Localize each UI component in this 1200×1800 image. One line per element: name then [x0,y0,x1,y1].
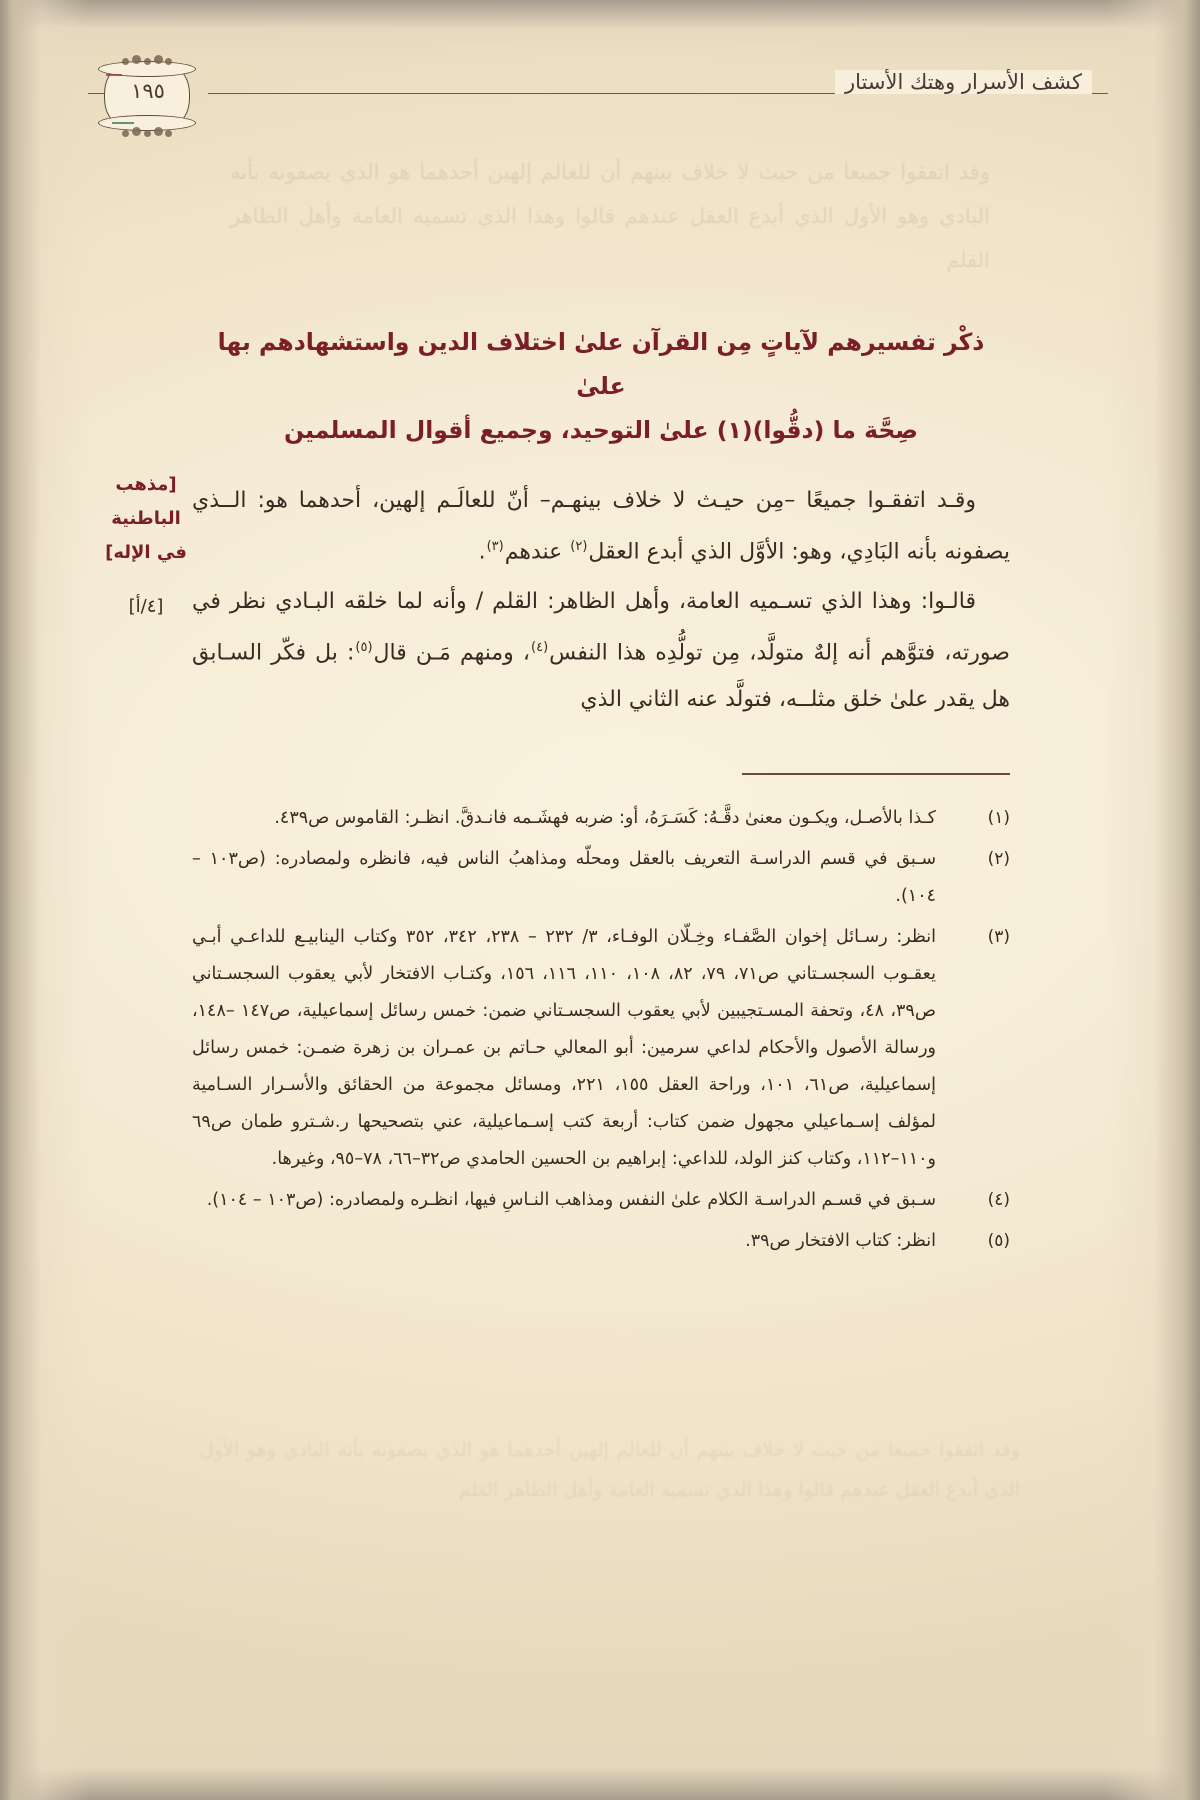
paragraph-1-text-c: عندهم [504,539,563,565]
margin-note-madhhab: [مذهب الباطنية في الإله] [105,474,187,563]
footnote-ref-4[interactable]: (٤) [531,640,549,656]
paragraph-2-text-b: البـادي نظر في صورته، فتوَّهم أنه إلهٌ متولَّد، مِن تولُّدِه هذا النفس [192,589,1010,666]
section-heading-line-1: ذكْر تفسيرهم لآياتٍ مِن القرآن علىٰ اختلاف الدين واستشهادهم بها علىٰ [217,328,985,400]
page-number: ١٩٥ [131,79,165,103]
footnote-number: (٤) [987,1190,1010,1210]
footnote-number: (٥) [987,1231,1010,1251]
footnote-text: سـبق في قسم الدراسـة التعريف بالعقل ومحلّه ومذاهبُ الناس فيه، فانظره ولمصادره: (ص١٠٣ – ١٠٤). [192,849,936,906]
footnote-item [192,1223,1010,1260]
paragraph-1-text-b: أحدهما هو: الــذي يصفونه بأنه البَادِي، وهو: الأوَّل الذي أبدع العقل [192,488,1010,565]
cartouche-red-tick [106,74,122,76]
section-heading [192,320,1010,452]
paragraph-1-period: . [478,539,486,565]
ornament-top-icon [120,54,172,70]
footnote-text: انظر: رسـائل إخوان الصَّفـاء وخِـلّان الوفـاء، ٣/ ٢٣٢ – ٢٣٨، ٣٤٢، ٣٥٢ وكتاب الينابيـع للداعـي أبـي يعقـوب السجسـتاني ص٧١، ٧٩، ٨٢، ١٠٨، ١١٠، ١١٦، ١٥٦، وكتـاب الافتخار لأبي يعقوب السجسـتاني ص٣٩، ٤٨، وتحفة المسـتجيبين لأبي يعقوب السجسـتاني ضمن: خمس رسائل إسماعيلية، ص١٤٧ –١٤٨، ورسالة الأصول والأحكام لداعي سرمين: أبو المعالي حـاتم بن عمـران بن زهرة ضمـن: خمس رسائل إسماعيلية، ص٦١، ١٠١، وراحة العقل ١٥٥، ٢٢١، ومسائل مجموعة من الحقائق والأسـرار السـامية لمؤلف إسـماعيلي مجهول ضمن كتاب: أربعة كتب إسـماعيلية، عني بتصحيحها ر.شـترو طمان ص٦٩ و١١٠–١١٢، وكتاب كنز الولد، للداعي: إبراهيم بن الحسين الحامدي ص٣٢–٦٦، ٧٨–٩٥، وغيرها. [192,927,937,1169]
page-content [192,320,1010,727]
page-number-cartouche [92,52,204,140]
body-paragraph-1 [192,478,1010,575]
paragraph-2-text-a: قالـوا: وهذا الذي تسـميه العامة، وأهل الظاهر: القلم / وأنه لما خلقه [343,589,976,615]
footnote-item [192,800,1010,837]
page-edge-bottom [0,1730,1200,1800]
footnote-number: (٣) [987,927,1010,947]
paragraph-2-text-c: ، ومنهم [459,640,531,666]
footnote-ref-5[interactable]: (٥) [355,640,373,656]
manuscript-folio-marker: [٤/أ] [128,596,164,617]
book-title: كشف الأسرار وهتك الأستار [835,70,1092,94]
body-paragraph-2 [192,579,1010,722]
section-heading-line-2: صِحَّة ما (دقُّوا)(١) علىٰ التوحيد، وجميع أقوال المسلمين [284,416,918,444]
footnotes-section [192,800,1010,1264]
footnote-ref-2[interactable]: (٢) [570,539,588,554]
footnote-item [192,919,1010,1178]
footnote-text: سـبق في قسـم الدراسـة الكلام علىٰ النفس ومذاهب النـاسِ فيها، انظـره ولمصادره: (ص١٠٣ – ١٠٤). [206,1190,936,1210]
footnote-number: (٢) [987,849,1010,869]
page-header [0,62,1200,132]
show-through-text: وقد اتفقوا جميعا من حيث لا خلاف بينهم أن للعالم إلهين أحدهما هو الذي يصفونه بأنه البادي وهو الأول الذي أبدع العقل عندهم قالوا وهذا الذي تسميه العامة وأهل الظاهر القلم [230,160,990,272]
footnote-number: (١) [987,808,1010,828]
cartouche-green-tick [112,122,134,124]
paragraph-2-text-e: : بل فكّر السـابق هل يقدر علىٰ خلق مثلــه، فتولَّد عنه الثاني الذي [192,640,1010,712]
footnote-separator-rule [742,773,1010,775]
ornament-bottom-icon [120,126,172,142]
page-edge-top [0,0,1200,60]
page-edge-right [1105,0,1200,1800]
footnote-item [192,1182,1010,1219]
footnote-text: كـذا بالأصـل، ويكـون معنىٰ دقَّـهُ: كَسَـرَهُ، أو: ضربه فهشَـمه فانـدقَّ. انظـر: القاموس ص٤٣٩. [274,808,936,828]
paragraph-1-text-a: وقـد اتفقـوا جميعًا –مِن حيـث لا خلاف بينهـم– أنّ للعالَـم إلهين، [372,488,976,513]
footnote-item [192,841,1010,915]
footnote-ref-3[interactable]: (٣) [486,539,504,554]
page-edge-left [0,0,90,1800]
show-through-text-lower: وقد اتفقوا جميعا من حيث لا خلاف بينهم أن للعالم إلهين أحدهما هو الذي يصفونه بأنه البادي وهو الأول الذي أبدع العقل عندهم قالوا وهذا الذي تسميه العامة وأهل الظاهر القلم [200,1439,1020,1501]
paragraph-2-text-d: مَـن قال [373,640,451,666]
footnote-text: انظر: كتاب الافتخار ص٣٩. [745,1231,936,1251]
